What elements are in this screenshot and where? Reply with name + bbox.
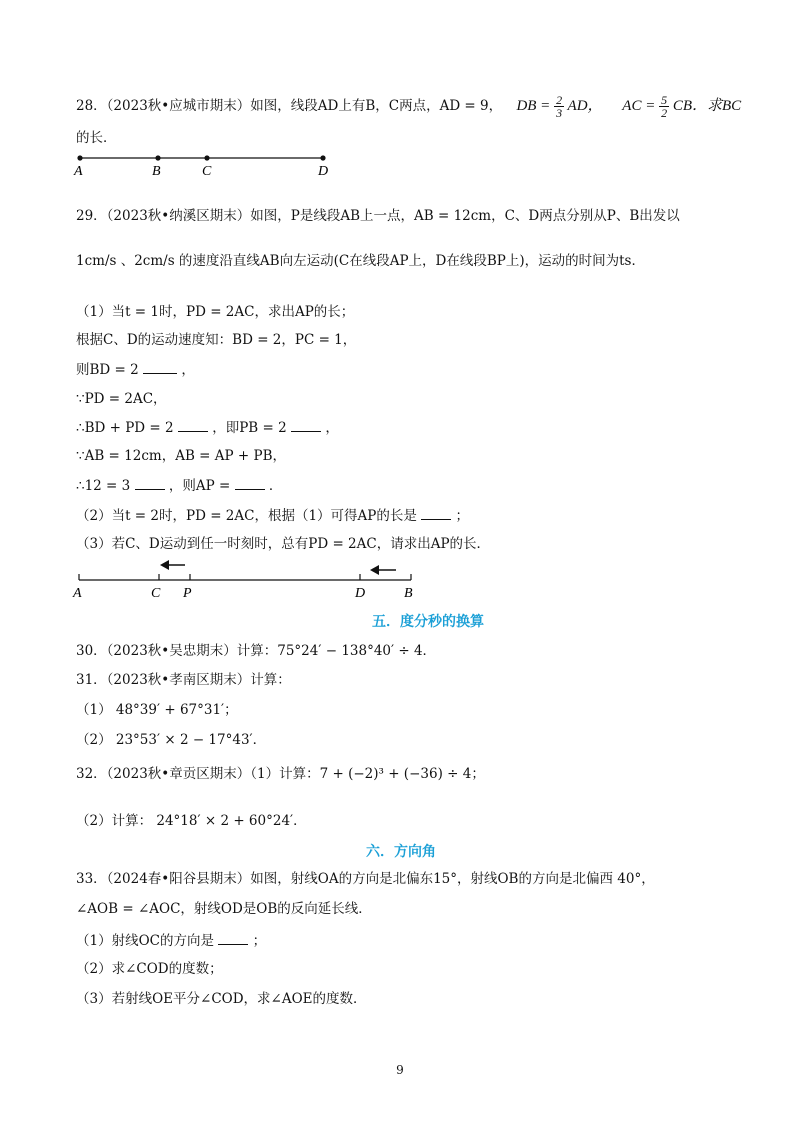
q28-line2: 的长． [76,130,117,146]
q33-part2: （2）求∠COD的度数； [76,961,223,977]
q29-part3: （3）若C、D运动到任一时刻时，总有PD = 2AC，请求出AP的长． [76,536,491,552]
q30: 30．（2023秋•吴忠期末）计算：75°24′ − 138°40′ ÷ 4． [76,643,437,659]
q29-arrow-left-icon-c [160,560,185,570]
q32-part2: （2）计算： 24°18′ × 2 + 60°24′． [76,813,307,829]
q29-step1: 根据C、D的运动速度知：BD = 2，PC = 1， [76,332,357,348]
answer-blank[interactable] [235,475,265,490]
q31-line1: 31．（2023秋•孝南区期末）计算： [76,672,291,688]
q29-step2: 则BD = 2 ， [76,359,195,380]
q29-label-p: P [183,586,192,601]
q28-label-c: C [202,164,212,179]
section-title-5: 五．度分秒的换算 [372,614,484,630]
q28-point-b [155,155,160,160]
q29-label-a: A [73,586,82,601]
q33-line2: ∠AOB = ∠AOC，射线OD是OB的反向延长线． [76,901,372,917]
q29-part2: （2）当t = 2时，PD = 2AC，根据（1）可得AP的长是 ； [76,505,469,526]
answer-blank[interactable] [135,475,165,490]
q29-step5: ∵AB = 12cm，AB = AP + PB， [76,448,286,464]
q29-step3: ∵PD = 2AC， [76,391,167,407]
answer-blank[interactable] [291,417,321,432]
q29-step4: ∴BD + PD = 2 ，即PB = 2 ， [76,417,339,438]
q28-label-a: A [74,164,83,179]
q28-text: 28．（2023秋•应城市期末）如图，线段AD上有B，C两点，AD = 9， [76,97,503,114]
q33-part3: （3）若射线OE平分∠COD，求∠AOE的度数． [76,991,367,1007]
q28-point-a [77,155,82,160]
q29-line2: 1cm/s 、2cm/s 的速度沿直线AB向左运动(C在线段AP上，D在线段BP上)，运动的时间为ts． [76,253,645,269]
answer-blank[interactable] [143,359,177,374]
q29-label-d: D [355,586,366,601]
fraction-2-3: $\frac{2}{3}$ [556,93,563,120]
fraction-5-2: $\frac{5}{2}$ [661,93,668,120]
answer-blank[interactable] [178,417,208,432]
section-title-6: 六．方向角 [366,844,436,860]
answer-blank[interactable] [421,505,451,520]
q28-label-b: B [152,164,161,179]
q29-line1: 29．（2023秋•纳溪区期末）如图，P是线段AB上一点，AB = 12cm，C、D两点分别从P、B出发以 [76,208,680,224]
q28-label-d: D [318,164,329,179]
q29-label-c: C [151,586,161,601]
q28-formula-db: DB = $\frac{2}{3}$ AD， [516,93,603,120]
q29-label-b: B [404,586,413,601]
q29-step6: ∴12 = 3 ，则AP = ． [76,475,282,496]
q28-formula-ac: AC = $\frac{5}{2}$ CB．求BC [622,93,742,120]
q29-part1: （1）当t = 1时，PD = 2AC，求出AP的长； [76,304,355,320]
q33-line1: 33．（2024春•阳谷县期末）如图，射线OA的方向是北偏东15°，射线OB的方向是北偏西 40°， [76,871,655,887]
q29-arrow-left-icon-d [370,565,396,575]
q28-point-c [204,155,209,160]
answer-blank[interactable] [218,930,248,945]
q33-part1: （1）射线OC的方向是 ； [76,930,266,951]
q32-part1: 32．（2023秋•章贡区期末）（1）计算：7 + (−2)³ + (−36) ÷ 4； [76,766,485,782]
q31-part2: （2） 23°53′ × 2 − 17°43′． [76,732,267,748]
q28-point-d [320,155,325,160]
page-number: 9 [396,1063,404,1077]
q31-part1: （1） 48°39′ + 67°31′； [76,702,238,718]
